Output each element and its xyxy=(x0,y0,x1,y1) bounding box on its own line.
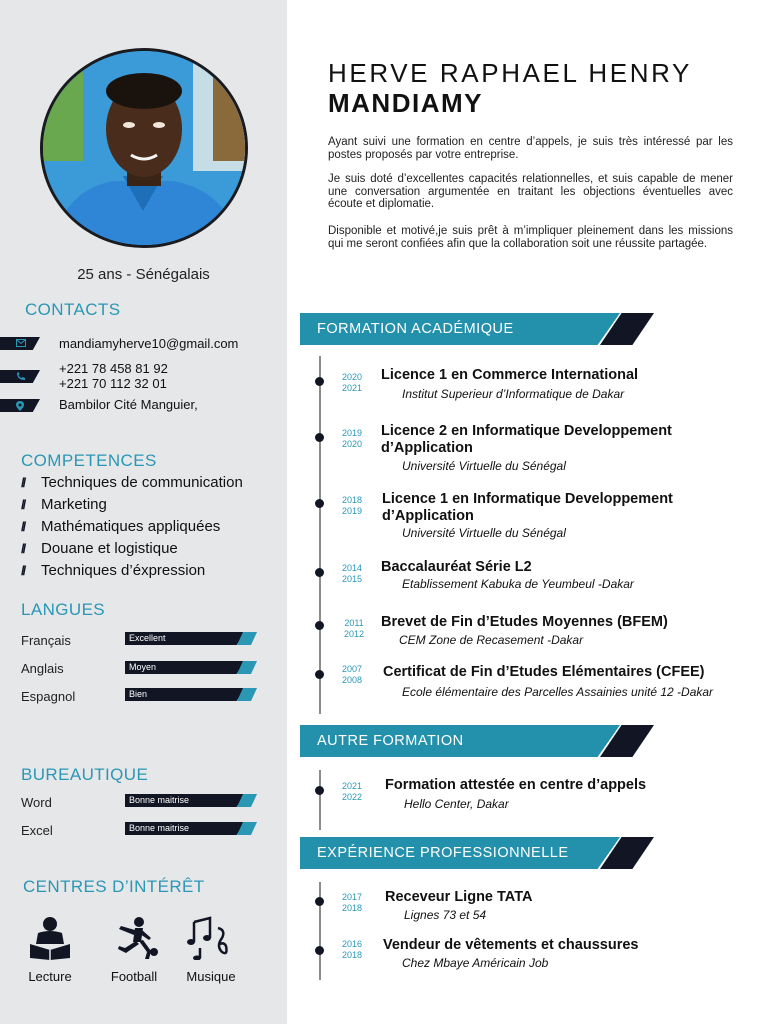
entry-school: Université Virtuelle du Sénégal xyxy=(402,526,566,540)
entry-years: 2021 2022 xyxy=(341,781,363,802)
entry-title: Brevet de Fin d’Etudes Moyennes (BFEM) xyxy=(381,614,668,630)
timeline-dot xyxy=(315,946,324,955)
language-name: Espagnol xyxy=(21,689,76,704)
sidebar xyxy=(0,0,287,1024)
timeline-dot xyxy=(315,568,324,577)
entry-title: Licence 1 en Commerce International xyxy=(381,367,639,383)
timeline-dot xyxy=(315,897,324,906)
location-icon xyxy=(0,399,40,412)
software-level: Bonne maitrise xyxy=(129,823,190,833)
entry-years: 2007 2008 xyxy=(341,664,363,685)
entry-school: Hello Center, Dakar xyxy=(404,797,509,811)
email-text[interactable]: mandiamyherve10@gmail.com xyxy=(59,336,239,351)
email-icon xyxy=(0,337,40,350)
entry-school: Université Virtuelle du Sénégal xyxy=(402,459,566,473)
timeline-dot xyxy=(315,433,324,442)
reading-icon xyxy=(25,916,75,960)
software-level-bar xyxy=(125,822,257,835)
experience-heading: EXPÉRIENCE PROFESSIONNELLE xyxy=(317,845,569,861)
language-level: Moyen xyxy=(129,662,157,672)
slash-bullet-icon: // xyxy=(21,563,25,578)
skill-item: // Techniques d’éxpression xyxy=(21,562,206,579)
entry-school: Lignes 73 et 54 xyxy=(404,908,487,922)
first-names: HERVE RAPHAEL HENRY xyxy=(328,58,692,88)
timeline-dot xyxy=(315,786,324,795)
address-text: Bambilor Cité Manguier, xyxy=(59,397,198,412)
language-level-bar xyxy=(125,661,257,674)
software-name: Word xyxy=(21,795,52,810)
competences-heading: COMPETENCES xyxy=(21,451,157,470)
entry-years: 2011 2012 xyxy=(343,618,365,639)
software-level-bar xyxy=(125,794,257,807)
entry-school: Institut Superieur d’Informatique de Dakar xyxy=(402,387,625,401)
entry-years: 2016 2018 xyxy=(341,939,363,960)
age-nationality: 25 ans - Sénégalais xyxy=(77,266,210,283)
phone-1-text[interactable]: +221 78 458 81 92 xyxy=(59,361,168,376)
timeline-dot xyxy=(315,377,324,386)
autre-formation-banner xyxy=(300,725,620,757)
formation-banner xyxy=(300,313,620,345)
experience-banner xyxy=(300,837,620,869)
entry-title: Licence 1 en Informatique Developpement d’Application xyxy=(382,491,673,524)
phone-icon xyxy=(0,370,40,383)
slash-bullet-icon: // xyxy=(21,475,25,490)
timeline-dot xyxy=(315,670,324,679)
language-name: Anglais xyxy=(21,661,64,676)
profile-photo xyxy=(40,48,248,248)
hobby-football: Football xyxy=(94,916,174,984)
contacts-heading: CONTACTS xyxy=(25,300,121,319)
slash-bullet-icon: // xyxy=(21,519,25,534)
entry-school: Chez Mbaye Américain Job xyxy=(402,956,549,970)
langues-heading: LANGUES xyxy=(21,600,106,619)
software-level: Bonne maitrise xyxy=(129,795,190,805)
timeline-dot xyxy=(315,499,324,508)
entry-title: Vendeur de vêtements et chaussures xyxy=(383,937,639,953)
entry-title: Certificat de Fin d’Etudes Elémentaires (CFEE) xyxy=(383,664,705,680)
autre-formation-timeline xyxy=(319,770,321,830)
entry-title: Formation attestée en centre d’appels xyxy=(385,777,647,793)
language-name: Français xyxy=(21,633,71,648)
formation-heading: FORMATION ACADÉMIQUE xyxy=(317,321,514,337)
entry-title: Licence 2 en Informatique Developpement d’Application xyxy=(381,423,672,456)
intro-paragraph: Ayant suivi une formation en centre d’appels, je suis très intéressé par les postes proposés par votre entreprise. xyxy=(328,136,733,161)
language-level: Excellent xyxy=(129,633,166,643)
music-icon xyxy=(186,916,236,960)
football-icon xyxy=(109,916,159,960)
entry-school: Etablissement Kabuka de Yeumbeul -Dakar xyxy=(402,577,634,591)
entry-school: CEM Zone de Recasement -Dakar xyxy=(399,633,584,647)
hobby-musique: Musique xyxy=(171,916,251,984)
entry-years: 2017 2018 xyxy=(341,892,363,913)
entry-title: Receveur Ligne TATA xyxy=(385,889,533,905)
intro-paragraph: Je suis doté d’excellentes capacités relationnelles, et suis capable de mener une conversation argumentée en traitant les objections éventuelles avec écoute et diplomatie. xyxy=(328,173,733,210)
phone-2-text[interactable]: +221 70 112 32 01 xyxy=(59,376,167,391)
skill-item: // Marketing xyxy=(21,496,107,513)
entry-title: Baccalauréat Série L2 xyxy=(381,559,532,575)
language-level: Bien xyxy=(129,689,148,699)
software-name: Excel xyxy=(21,823,53,838)
language-level-bar xyxy=(125,632,257,645)
skill-item: // Techniques de communication xyxy=(21,474,243,491)
entry-years: 2014 2015 xyxy=(341,563,363,584)
last-name: MANDIAMY xyxy=(328,88,483,118)
intro-paragraph: Disponible et motivé,je suis prêt à m’impliquer pleinement dans les missions qui me seront confiées afin que la collaboration soit une réussite partagée. xyxy=(328,225,733,250)
entry-school: Ecole élémentaire des Parcelles Assainies unité 12 -Dakar xyxy=(402,685,714,699)
timeline-dot xyxy=(315,621,324,630)
bureautique-heading: BUREAUTIQUE xyxy=(21,765,149,784)
skill-item: // Douane et logistique xyxy=(21,540,178,557)
skill-item: // Mathématiques appliquées xyxy=(21,518,221,535)
hobby-lecture: Lecture xyxy=(10,916,90,984)
entry-years: 2020 2021 xyxy=(341,372,363,393)
slash-bullet-icon: // xyxy=(21,541,25,556)
interets-heading: CENTRES D’INTÉRÊT xyxy=(23,877,205,896)
slash-bullet-icon: // xyxy=(21,497,25,512)
autre-formation-heading: AUTRE FORMATION xyxy=(317,733,464,749)
entry-years: 2018 2019 xyxy=(341,495,363,516)
formation-timeline xyxy=(319,356,321,714)
entry-years: 2019 2020 xyxy=(341,428,363,449)
language-level-bar xyxy=(125,688,257,701)
